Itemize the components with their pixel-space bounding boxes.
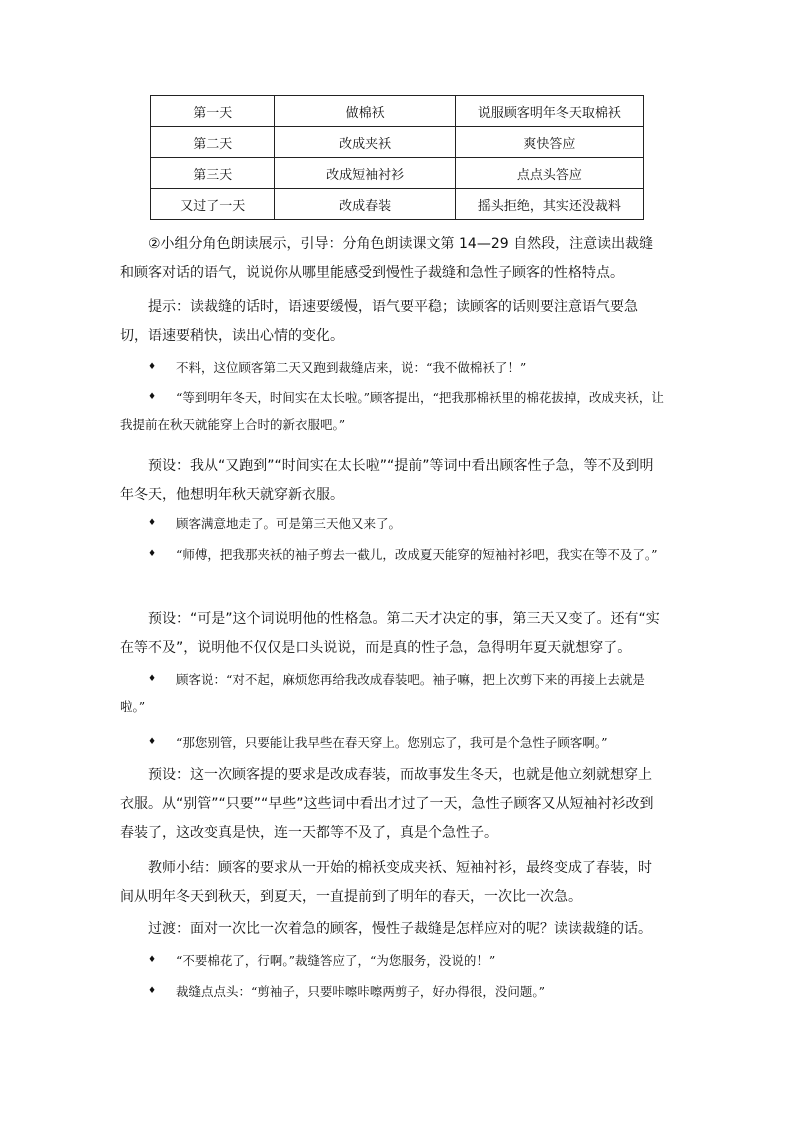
bullet-icon: ♦ xyxy=(148,518,157,528)
paragraph-transition: 过渡：面对一次比一次着急的顾客，慢性子裁缝是怎样应对的呢？读读裁缝的话。 xyxy=(148,921,652,937)
table-cell: 又过了一天 xyxy=(151,189,275,220)
table-row xyxy=(151,127,644,158)
quote-text: 裁缝点点头：“剪袖子，只要咔嚓咔嚓两剪子，好办得很，没问题。” xyxy=(176,984,546,999)
table-cell: 改成短袖衬衫 xyxy=(275,158,455,189)
quote-text: “等到明年冬天，时间实在太长啦。”顾客提出，“把我那棉袄里的棉花拔掉，改成夹袄，让我提前在秋天就能穿上合时的新衣服吧。” xyxy=(120,390,664,432)
paragraph-preset-1: 预设：我从“又跑到”“时间实在太长啦”“提前”等词中看出顾客性子急，等不及到明年冬天，他想明年秋天就穿新衣服。 xyxy=(120,458,654,503)
bullet-icon: ♦ xyxy=(148,549,157,559)
bullet-icon: ♦ xyxy=(148,955,157,965)
quote-bullet xyxy=(120,666,670,720)
table-cell: 第二天 xyxy=(151,127,275,158)
quote-text: “师傅，把我那夹袄的袖子剪去一截儿，改成夏天能穿的短袖衬衫吧，我实在等不及了。” xyxy=(176,547,658,562)
bullet-icon: ♦ xyxy=(148,362,157,372)
table-row xyxy=(151,96,644,127)
bullet-icon: ♦ xyxy=(148,674,157,684)
table-cell: 点点头答应 xyxy=(455,158,643,189)
quote-bullet xyxy=(120,541,670,568)
quote-bullet xyxy=(120,978,670,1005)
table-cell: 第三天 xyxy=(151,158,275,189)
table-row xyxy=(151,158,644,189)
table-cell: 做棉袄 xyxy=(275,96,455,127)
quote-text: “那您别管，只要能让我早些在春天穿上。您别忘了，我可是个急性子顾客啊。” xyxy=(176,735,608,750)
story-table xyxy=(150,95,644,220)
table-row xyxy=(151,189,644,220)
quote-text: 不料，这位顾客第二天又跑到裁缝店来，说：“我不做棉袄了！” xyxy=(176,360,527,375)
quote-bullet xyxy=(120,510,670,537)
paragraph-teacher-summary: 教师小结：顾客的要求从一开始的棉袄变成夹袄、短袖衬衫，最终变成了春装，时间从明年冬天到秋天，到夏天，一直提前到了明年的春天，一次比一次急。 xyxy=(120,860,652,905)
quote-bullet xyxy=(120,354,670,381)
paragraph-reading-task: ②小组分角色朗读展示，引导：分角色朗读课文第 14—29 自然段，注意读出裁缝和顾客对话的语气，说说你从哪里能感受到慢性子裁缝和急性子顾客的性格特点。 xyxy=(120,236,654,281)
table-cell: 爽快答应 xyxy=(455,127,643,158)
table-cell: 改成春装 xyxy=(275,189,455,220)
table-cell: 第一天 xyxy=(151,96,275,127)
quote-bullet xyxy=(120,947,670,974)
paragraph-preset-2: 预设：“可是”这个词说明他的性格急。第二天才决定的事，第三天又变了。还有“实在等不及”，说明他不仅仅是口头说说，而是真的性子急，急得明年夏天就想穿了。 xyxy=(120,611,660,656)
bullet-icon: ♦ xyxy=(148,986,157,996)
quote-text: “不要棉花了，行啊。”裁缝答应了，“为您服务，没说的！” xyxy=(176,953,496,968)
paragraph-hint: 提示：读裁缝的话时，语速要缓慢，语气要平稳；读顾客的话则要注意语气要急切，语速要稍快，读出心情的变化。 xyxy=(120,299,638,344)
quote-text: 顾客说：“对不起，麻烦您再给我改成春装吧。袖子嘛，把上次剪下来的再接上去就是啦。” xyxy=(120,672,645,714)
table-cell: 说服顾客明年冬天取棉袄 xyxy=(455,96,643,127)
bullet-icon: ♦ xyxy=(148,392,157,402)
quote-text: 顾客满意地走了。可是第三天他又来了。 xyxy=(176,516,402,531)
table-cell: 改成夹袄 xyxy=(275,127,455,158)
table-cell: 摇头拒绝，其实还没裁料 xyxy=(455,189,643,220)
quote-bullet xyxy=(120,384,670,438)
bullet-icon: ♦ xyxy=(148,737,157,747)
paragraph-preset-3: 预设：这一次顾客提的要求是改成春装，而故事发生冬天，也就是他立刻就想穿上衣服。从“别管”“只要”“早些”这些词中看出才过了一天，急性子顾客又从短袖衬衫改到春装了，这改变真是快，连一天都等不及了，真是个急性子。 xyxy=(120,767,654,841)
quote-bullet xyxy=(120,729,670,756)
